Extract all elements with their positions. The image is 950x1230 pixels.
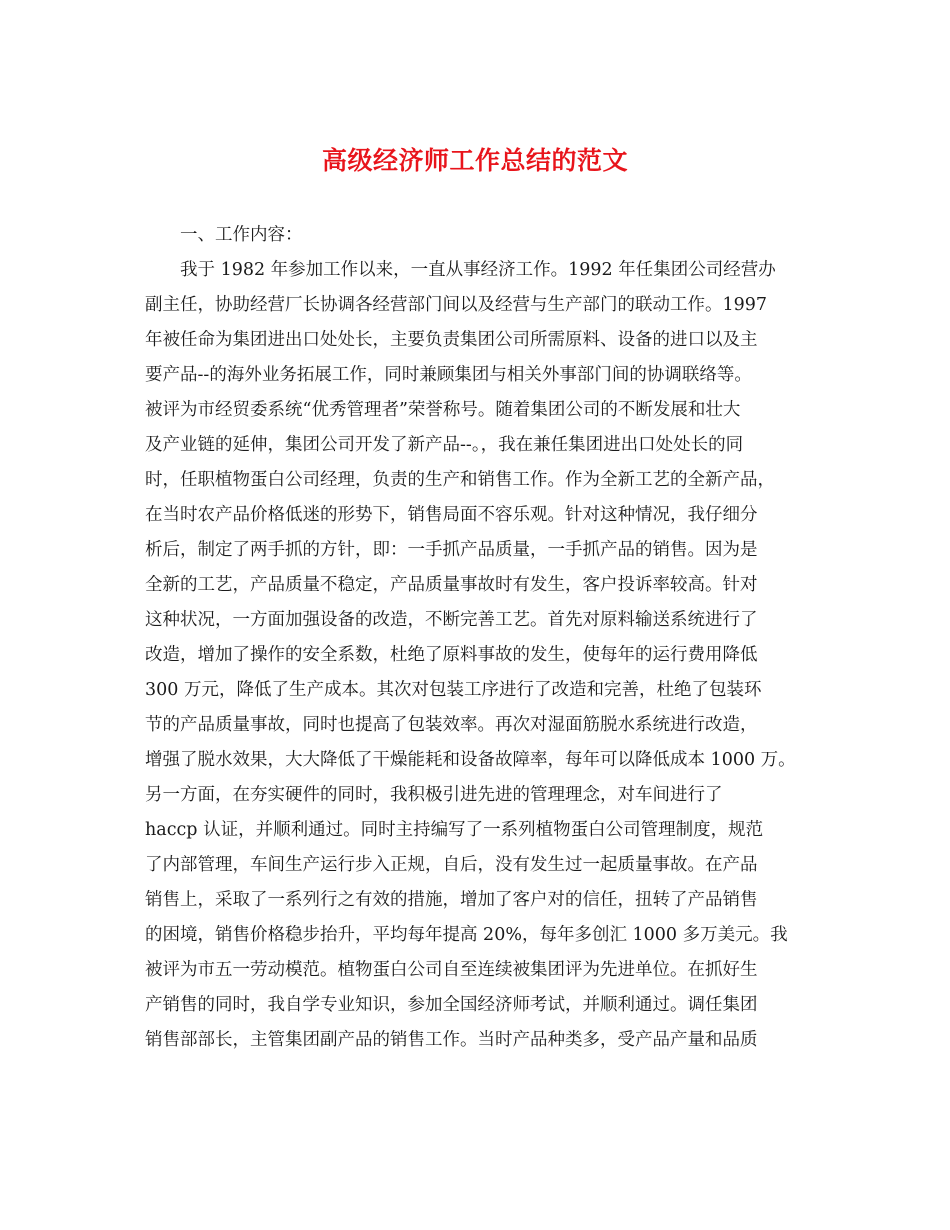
body-line: haccp 认证，并顺利通过。同时主持编写了一系列植物蛋白公司管理制度，规范 xyxy=(145,820,764,840)
body-line: 增强了脱水效果，大大降低了干燥能耗和设备故障率，每年可以降低成本 1000 万。 xyxy=(145,750,796,770)
body-line: 全新的工艺，产品质量不稳定，产品质量事故时有发生，客户投诉率较高。针对 xyxy=(145,575,758,595)
body-line: 时，任职植物蛋白公司经理，负责的生产和销售工作。作为全新工艺的全新产品， xyxy=(145,470,775,490)
document-title: 高级经济师工作总结的范文 xyxy=(321,146,628,175)
body-line: 被评为市五一劳动模范。植物蛋白公司自至连续被集团评为先进单位。在抓好生 xyxy=(145,960,758,980)
body-line: 了内部管理，车间生产运行步入正规，自后，没有发生过一起质量事故。在产品 xyxy=(145,855,758,875)
section-heading: 一、工作内容： xyxy=(180,225,303,245)
body-line: 年被任命为集团进出口处处长，主要负责集团公司所需原料、设备的进口以及主 xyxy=(145,330,758,350)
body-line: 300 万元，降低了生产成本。其次对包装工序进行了改造和完善，杜绝了包装环 xyxy=(145,680,762,700)
body-line: 析后，制定了两手抓的方针，即：一手抓产品质量，一手抓产品的销售。因为是 xyxy=(145,540,758,560)
body-line: 销售上，采取了一系列行之有效的措施，增加了客户对的信任，扭转了产品销售 xyxy=(145,890,758,910)
body-line: 产销售的同时，我自学专业知识，参加全国经济师考试，并顺利通过。调任集团 xyxy=(145,995,758,1015)
body-line: 节的产品质量事故，同时也提高了包装效率。再次对湿面筋脱水系统进行改造， xyxy=(145,715,758,735)
body-line: 被评为市经贸委系统“优秀管理者”荣誉称号。随着集团公司的不断发展和壮大 xyxy=(145,400,741,420)
body-line: 改造，增加了操作的安全系数，杜绝了原料事故的发生，使每年的运行费用降低 xyxy=(145,645,758,665)
body-line: 副主任，协助经营厂长协调各经营部门间以及经营与生产部门的联动工作。1997 xyxy=(145,295,768,315)
body-line: 销售部部长，主管集团副产品的销售工作。当时产品种类多，受产品产量和品质 xyxy=(145,1030,758,1050)
body-line: 这种状况，一方面加强设备的改造，不断完善工艺。首先对原料输送系统进行了 xyxy=(145,610,758,630)
body-line: 及产业链的延伸，集团公司开发了新产品--。，我在兼任集团进出口处处长的同 xyxy=(145,435,744,455)
body-line: 的困境，销售价格稳步抬升，平均每年提高 20%，每年多创汇 1000 多万美元。我 xyxy=(145,925,788,945)
body-line: 在当时农产品价格低迷的形势下，销售局面不容乐观。针对这种情况，我仔细分 xyxy=(145,505,758,525)
body-line: 要产品--的海外业务拓展工作，同时兼顾集团与相关外事部门间的协调联络等。 xyxy=(145,365,752,385)
body-line: 我于 1982 年参加工作以来，一直从事经济工作。1992 年任集团公司经营办 xyxy=(180,260,776,280)
body-line: 另一方面，在夯实硬件的同时，我积极引进先进的管理理念，对车间进行了 xyxy=(145,785,723,805)
